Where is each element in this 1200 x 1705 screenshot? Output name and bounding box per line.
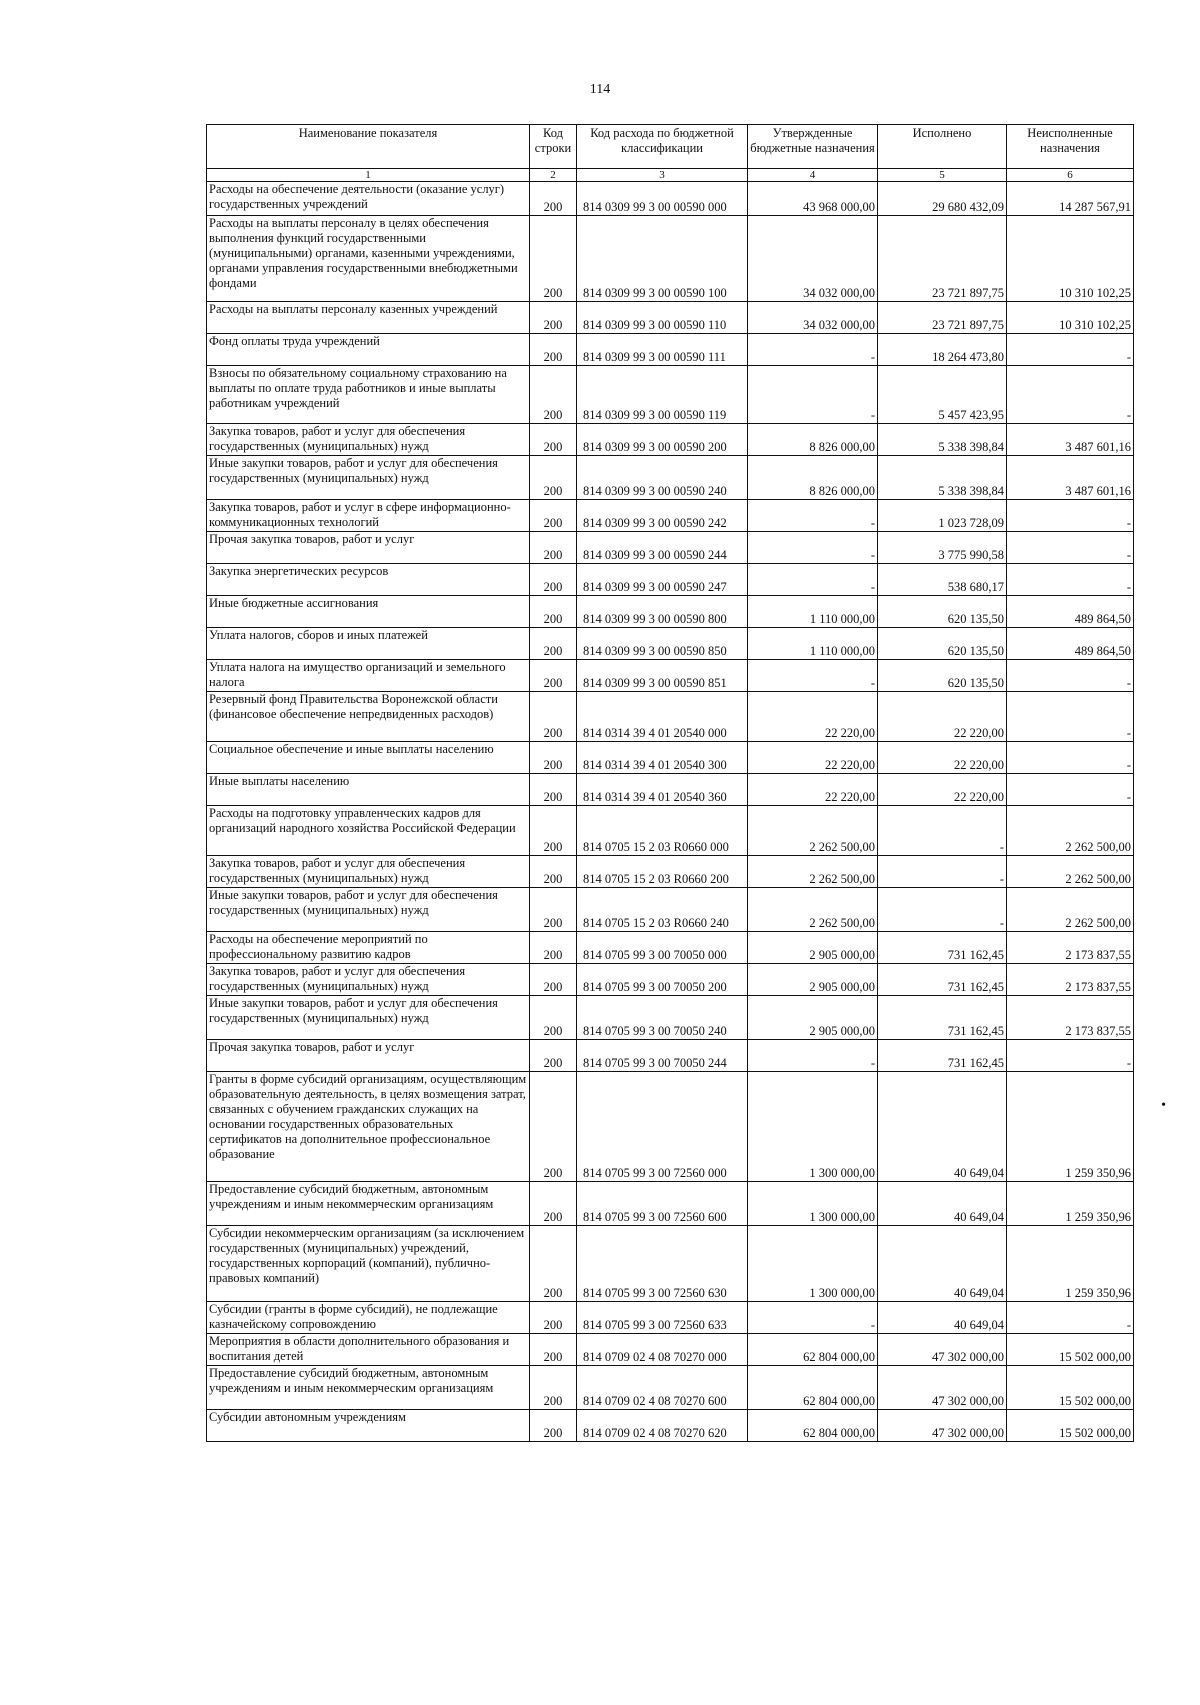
row-executed-amount: 1 023 728,09: [878, 500, 1007, 532]
row-line-code: 200: [530, 996, 577, 1040]
column-number: 2: [530, 169, 577, 182]
table-row: [207, 932, 1134, 964]
row-line-code: 200: [530, 216, 577, 302]
table-row: [207, 182, 1134, 216]
row-line-code: 200: [530, 182, 577, 216]
row-indicator-name: Гранты в форме субсидий организациям, осуществляющим образовательную деятельность, в целях возмещения затрат, связанных с обучением гражданских служащих на основании государственных образовательных сертификатов на дополнительное профессиональное образование: [207, 1072, 530, 1182]
row-approved-amount: 1 110 000,00: [748, 628, 878, 660]
row-unexecuted-amount: 2 173 837,55: [1007, 932, 1134, 964]
table-row: [207, 596, 1134, 628]
row-line-code: 200: [530, 692, 577, 742]
row-executed-amount: 620 135,50: [878, 596, 1007, 628]
table-row: [207, 532, 1134, 564]
row-indicator-name: Закупка товаров, работ и услуг для обеспечения государственных (муниципальных) нужд: [207, 964, 530, 996]
row-indicator-name: Расходы на обеспечение деятельности (оказание услуг) государственных учреждений: [207, 182, 530, 216]
row-approved-amount: -: [748, 366, 878, 424]
table-row: [207, 1410, 1134, 1442]
row-budget-code: 814 0705 99 3 00 72560 633: [577, 1302, 748, 1334]
row-line-code: 200: [530, 1410, 577, 1442]
row-budget-code: 814 0314 39 4 01 20540 360: [577, 774, 748, 806]
row-indicator-name: Субсидии (гранты в форме субсидий), не подлежащие казначейскому сопровождению: [207, 1302, 530, 1334]
row-approved-amount: 22 220,00: [748, 692, 878, 742]
row-approved-amount: 62 804 000,00: [748, 1366, 878, 1410]
row-approved-amount: -: [748, 660, 878, 692]
row-budget-code: 814 0309 99 3 00 00590 851: [577, 660, 748, 692]
row-budget-code: 814 0309 99 3 00 00590 850: [577, 628, 748, 660]
row-executed-amount: 620 135,50: [878, 660, 1007, 692]
row-budget-code: 814 0309 99 3 00 00590 111: [577, 334, 748, 366]
row-indicator-name: Иные закупки товаров, работ и услуг для обеспечения государственных (муниципальных) нужд: [207, 996, 530, 1040]
row-budget-code: 814 0309 99 3 00 00590 247: [577, 564, 748, 596]
row-indicator-name: Иные закупки товаров, работ и услуг для обеспечения государственных (муниципальных) нужд: [207, 456, 530, 500]
row-unexecuted-amount: 2 262 500,00: [1007, 888, 1134, 932]
table-row: [207, 996, 1134, 1040]
row-unexecuted-amount: 489 864,50: [1007, 628, 1134, 660]
row-budget-code: 814 0705 99 3 00 72560 000: [577, 1072, 748, 1182]
row-executed-amount: 22 220,00: [878, 692, 1007, 742]
header-executed: Исполнено: [878, 125, 1007, 169]
row-budget-code: 814 0314 39 4 01 20540 000: [577, 692, 748, 742]
table-row: [207, 500, 1134, 532]
row-executed-amount: 47 302 000,00: [878, 1366, 1007, 1410]
table-header-row: [207, 125, 1134, 169]
row-unexecuted-amount: 10 310 102,25: [1007, 302, 1134, 334]
row-budget-code: 814 0309 99 3 00 00590 119: [577, 366, 748, 424]
row-indicator-name: Фонд оплаты труда учреждений: [207, 334, 530, 366]
row-budget-code: 814 0709 02 4 08 70270 000: [577, 1334, 748, 1366]
row-line-code: 200: [530, 628, 577, 660]
scan-dot-mark: •: [1161, 1098, 1166, 1113]
row-indicator-name: Закупка энергетических ресурсов: [207, 564, 530, 596]
row-budget-code: 814 0314 39 4 01 20540 300: [577, 742, 748, 774]
row-indicator-name: Предоставление субсидий бюджетным, автономным учреждениям и иным некоммерческим организациям: [207, 1366, 530, 1410]
row-executed-amount: 731 162,45: [878, 1040, 1007, 1072]
row-indicator-name: Субсидии автономным учреждениям: [207, 1410, 530, 1442]
table-row: [207, 774, 1134, 806]
row-unexecuted-amount: -: [1007, 564, 1134, 596]
table-row: [207, 366, 1134, 424]
row-unexecuted-amount: 15 502 000,00: [1007, 1410, 1134, 1442]
header-unexecuted-appropriations: Неисполненные назначения: [1007, 125, 1134, 169]
row-unexecuted-amount: 15 502 000,00: [1007, 1366, 1134, 1410]
row-approved-amount: 62 804 000,00: [748, 1410, 878, 1442]
row-line-code: 200: [530, 596, 577, 628]
table-row: [207, 564, 1134, 596]
table-row: [207, 856, 1134, 888]
row-line-code: 200: [530, 932, 577, 964]
row-executed-amount: 23 721 897,75: [878, 302, 1007, 334]
row-unexecuted-amount: -: [1007, 660, 1134, 692]
row-budget-code: 814 0705 99 3 00 70050 000: [577, 932, 748, 964]
row-approved-amount: -: [748, 334, 878, 366]
row-unexecuted-amount: 2 173 837,55: [1007, 964, 1134, 996]
row-executed-amount: 40 649,04: [878, 1302, 1007, 1334]
row-approved-amount: 22 220,00: [748, 742, 878, 774]
row-approved-amount: 2 905 000,00: [748, 996, 878, 1040]
row-line-code: 200: [530, 500, 577, 532]
table-row: [207, 1072, 1134, 1182]
table-row: [207, 964, 1134, 996]
row-approved-amount: 1 300 000,00: [748, 1072, 878, 1182]
row-unexecuted-amount: -: [1007, 334, 1134, 366]
row-line-code: 200: [530, 856, 577, 888]
table-row: [207, 692, 1134, 742]
row-line-code: 200: [530, 424, 577, 456]
row-unexecuted-amount: 10 310 102,25: [1007, 216, 1134, 302]
row-budget-code: 814 0705 99 3 00 70050 244: [577, 1040, 748, 1072]
row-line-code: 200: [530, 1302, 577, 1334]
row-unexecuted-amount: -: [1007, 500, 1134, 532]
row-line-code: 200: [530, 774, 577, 806]
row-unexecuted-amount: -: [1007, 532, 1134, 564]
table-row: [207, 1334, 1134, 1366]
row-indicator-name: Расходы на выплаты персоналу в целях обеспечения выполнения функций государственными (муниципальными) органами, казенными учреждениями, органами управления государственными внебюджетными фондами: [207, 216, 530, 302]
row-approved-amount: 1 110 000,00: [748, 596, 878, 628]
column-number: 1: [207, 169, 530, 182]
row-indicator-name: Взносы по обязательному социальному страхованию на выплаты по оплате труда работников и иные выплаты работникам учреждений: [207, 366, 530, 424]
row-line-code: 200: [530, 334, 577, 366]
table-row: [207, 1366, 1134, 1410]
row-budget-code: 814 0709 02 4 08 70270 620: [577, 1410, 748, 1442]
table-row: [207, 424, 1134, 456]
row-unexecuted-amount: 489 864,50: [1007, 596, 1134, 628]
row-executed-amount: 22 220,00: [878, 774, 1007, 806]
row-executed-amount: 22 220,00: [878, 742, 1007, 774]
row-indicator-name: Закупка товаров, работ и услуг для обеспечения государственных (муниципальных) нужд: [207, 424, 530, 456]
page-number: 114: [589, 82, 611, 97]
row-unexecuted-amount: 3 487 601,16: [1007, 456, 1134, 500]
row-indicator-name: Иные закупки товаров, работ и услуг для обеспечения государственных (муниципальных) нужд: [207, 888, 530, 932]
table-row: [207, 456, 1134, 500]
row-approved-amount: 2 905 000,00: [748, 932, 878, 964]
row-line-code: 200: [530, 1366, 577, 1410]
row-unexecuted-amount: 2 262 500,00: [1007, 806, 1134, 856]
row-budget-code: 814 0309 99 3 00 00590 200: [577, 424, 748, 456]
row-executed-amount: 5 457 423,95: [878, 366, 1007, 424]
row-executed-amount: 620 135,50: [878, 628, 1007, 660]
row-indicator-name: Социальное обеспечение и иные выплаты населению: [207, 742, 530, 774]
row-line-code: 200: [530, 532, 577, 564]
row-line-code: 200: [530, 564, 577, 596]
row-executed-amount: 40 649,04: [878, 1182, 1007, 1226]
row-budget-code: 814 0705 99 3 00 72560 600: [577, 1182, 748, 1226]
row-approved-amount: 1 300 000,00: [748, 1226, 878, 1302]
row-budget-code: 814 0705 99 3 00 70050 240: [577, 996, 748, 1040]
row-approved-amount: 34 032 000,00: [748, 302, 878, 334]
row-line-code: 200: [530, 742, 577, 774]
table-row: [207, 888, 1134, 932]
row-indicator-name: Предоставление субсидий бюджетным, автономным учреждениям и иным некоммерческим организациям: [207, 1182, 530, 1226]
row-budget-code: 814 0309 99 3 00 00590 242: [577, 500, 748, 532]
row-executed-amount: 18 264 473,80: [878, 334, 1007, 366]
row-indicator-name: Прочая закупка товаров, работ и услуг: [207, 532, 530, 564]
row-approved-amount: -: [748, 1302, 878, 1334]
row-indicator-name: Резервный фонд Правительства Воронежской области (финансовое обеспечение непредвиденных расходов): [207, 692, 530, 742]
table-row: [207, 1226, 1134, 1302]
column-number: 4: [748, 169, 878, 182]
header-approved-appropriations: Утвержденные бюджетные назначения: [748, 125, 878, 169]
row-line-code: 200: [530, 456, 577, 500]
table-row: [207, 806, 1134, 856]
row-executed-amount: 47 302 000,00: [878, 1334, 1007, 1366]
column-number: 6: [1007, 169, 1134, 182]
row-approved-amount: 8 826 000,00: [748, 424, 878, 456]
row-approved-amount: -: [748, 532, 878, 564]
row-approved-amount: 34 032 000,00: [748, 216, 878, 302]
row-budget-code: 814 0309 99 3 00 00590 244: [577, 532, 748, 564]
table-row: [207, 660, 1134, 692]
table-row: [207, 334, 1134, 366]
row-executed-amount: -: [878, 806, 1007, 856]
row-line-code: 200: [530, 1182, 577, 1226]
table-row: [207, 1040, 1134, 1072]
header-indicator-name: Наименование показателя: [207, 125, 530, 169]
header-budget-classification-code: Код расхода по бюджетной классификации: [577, 125, 748, 169]
row-unexecuted-amount: 1 259 350,96: [1007, 1182, 1134, 1226]
row-executed-amount: 538 680,17: [878, 564, 1007, 596]
row-executed-amount: 5 338 398,84: [878, 456, 1007, 500]
row-approved-amount: 2 905 000,00: [748, 964, 878, 996]
budget-execution-table: [206, 124, 1134, 1442]
row-unexecuted-amount: -: [1007, 692, 1134, 742]
row-executed-amount: 731 162,45: [878, 932, 1007, 964]
row-line-code: 200: [530, 888, 577, 932]
row-approved-amount: 1 300 000,00: [748, 1182, 878, 1226]
row-unexecuted-amount: 1 259 350,96: [1007, 1072, 1134, 1182]
row-line-code: 200: [530, 1072, 577, 1182]
row-executed-amount: 5 338 398,84: [878, 424, 1007, 456]
row-executed-amount: 3 775 990,58: [878, 532, 1007, 564]
row-indicator-name: Иные бюджетные ассигнования: [207, 596, 530, 628]
row-executed-amount: -: [878, 856, 1007, 888]
table-row: [207, 1302, 1134, 1334]
row-budget-code: 814 0309 99 3 00 00590 110: [577, 302, 748, 334]
row-executed-amount: 29 680 432,09: [878, 182, 1007, 216]
row-approved-amount: 2 262 500,00: [748, 888, 878, 932]
row-executed-amount: 47 302 000,00: [878, 1410, 1007, 1442]
row-approved-amount: 43 968 000,00: [748, 182, 878, 216]
row-budget-code: 814 0309 99 3 00 00590 100: [577, 216, 748, 302]
row-executed-amount: 731 162,45: [878, 996, 1007, 1040]
row-unexecuted-amount: 2 173 837,55: [1007, 996, 1134, 1040]
row-line-code: 200: [530, 964, 577, 996]
row-executed-amount: 23 721 897,75: [878, 216, 1007, 302]
row-budget-code: 814 0705 15 2 03 R0660 240: [577, 888, 748, 932]
row-indicator-name: Мероприятия в области дополнительного образования и воспитания детей: [207, 1334, 530, 1366]
row-unexecuted-amount: 14 287 567,91: [1007, 182, 1134, 216]
row-approved-amount: 8 826 000,00: [748, 456, 878, 500]
row-unexecuted-amount: -: [1007, 742, 1134, 774]
table-row: [207, 302, 1134, 334]
row-line-code: 200: [530, 1334, 577, 1366]
row-approved-amount: 62 804 000,00: [748, 1334, 878, 1366]
column-number: 5: [878, 169, 1007, 182]
row-indicator-name: Закупка товаров, работ и услуг в сфере информационно-коммуникационных технологий: [207, 500, 530, 532]
row-approved-amount: -: [748, 1040, 878, 1072]
row-approved-amount: 2 262 500,00: [748, 806, 878, 856]
row-budget-code: 814 0309 99 3 00 00590 240: [577, 456, 748, 500]
row-unexecuted-amount: -: [1007, 1040, 1134, 1072]
row-unexecuted-amount: 2 262 500,00: [1007, 856, 1134, 888]
row-executed-amount: 731 162,45: [878, 964, 1007, 996]
row-budget-code: 814 0705 15 2 03 R0660 000: [577, 806, 748, 856]
row-indicator-name: Уплата налогов, сборов и иных платежей: [207, 628, 530, 660]
row-unexecuted-amount: 1 259 350,96: [1007, 1226, 1134, 1302]
row-approved-amount: -: [748, 500, 878, 532]
header-line-code: Код строки: [530, 125, 577, 169]
row-indicator-name: Расходы на выплаты персоналу казенных учреждений: [207, 302, 530, 334]
row-indicator-name: Расходы на подготовку управленческих кадров для организаций народного хозяйства Российской Федерации: [207, 806, 530, 856]
row-executed-amount: -: [878, 888, 1007, 932]
row-indicator-name: Прочая закупка товаров, работ и услуг: [207, 1040, 530, 1072]
row-approved-amount: -: [748, 564, 878, 596]
row-indicator-name: Расходы на обеспечение мероприятий по профессиональному развитию кадров: [207, 932, 530, 964]
row-line-code: 200: [530, 1226, 577, 1302]
row-executed-amount: 40 649,04: [878, 1226, 1007, 1302]
row-budget-code: 814 0309 99 3 00 00590 000: [577, 182, 748, 216]
row-line-code: 200: [530, 302, 577, 334]
table-row: [207, 1182, 1134, 1226]
column-number: 3: [577, 169, 748, 182]
row-line-code: 200: [530, 660, 577, 692]
row-unexecuted-amount: 15 502 000,00: [1007, 1334, 1134, 1366]
row-line-code: 200: [530, 366, 577, 424]
row-budget-code: 814 0705 99 3 00 70050 200: [577, 964, 748, 996]
row-budget-code: 814 0705 99 3 00 72560 630: [577, 1226, 748, 1302]
row-indicator-name: Субсидии некоммерческим организациям (за исключением государственных (муниципальных) учреждений, государственных корпораций (компаний), публично-правовых компаний): [207, 1226, 530, 1302]
row-line-code: 200: [530, 806, 577, 856]
row-indicator-name: Закупка товаров, работ и услуг для обеспечения государственных (муниципальных) нужд: [207, 856, 530, 888]
row-budget-code: 814 0709 02 4 08 70270 600: [577, 1366, 748, 1410]
row-unexecuted-amount: 3 487 601,16: [1007, 424, 1134, 456]
table-row: [207, 742, 1134, 774]
row-unexecuted-amount: -: [1007, 1302, 1134, 1334]
row-unexecuted-amount: -: [1007, 774, 1134, 806]
row-indicator-name: Иные выплаты населению: [207, 774, 530, 806]
row-indicator-name: Уплата налога на имущество организаций и земельного налога: [207, 660, 530, 692]
row-approved-amount: 2 262 500,00: [748, 856, 878, 888]
row-budget-code: 814 0309 99 3 00 00590 800: [577, 596, 748, 628]
row-line-code: 200: [530, 1040, 577, 1072]
table-row: [207, 216, 1134, 302]
row-approved-amount: 22 220,00: [748, 774, 878, 806]
row-executed-amount: 40 649,04: [878, 1072, 1007, 1182]
row-budget-code: 814 0705 15 2 03 R0660 200: [577, 856, 748, 888]
row-unexecuted-amount: -: [1007, 366, 1134, 424]
column-number-row: [207, 169, 1134, 182]
table-row: [207, 628, 1134, 660]
